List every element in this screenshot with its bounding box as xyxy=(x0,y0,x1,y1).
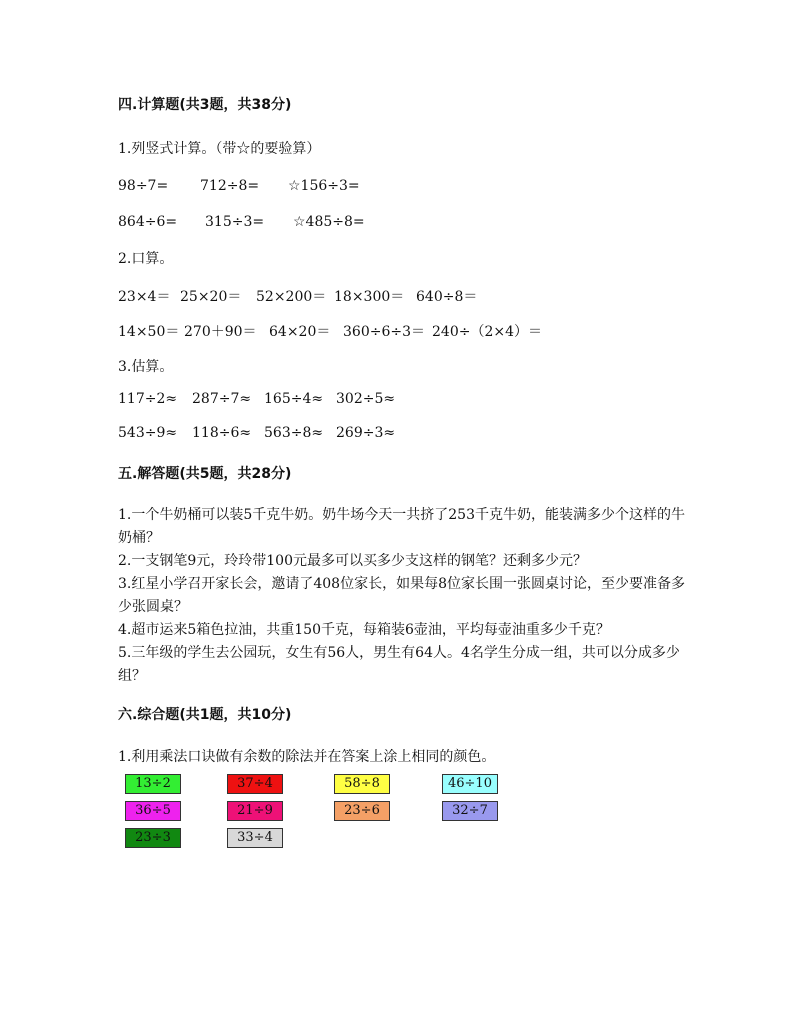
mental-calc-item: 64×20＝ xyxy=(269,324,331,340)
word-problem-4: 4.超市运来5箱色拉油，共重150千克，每箱装6壶油，平均每壶油重多少千克？ xyxy=(118,622,610,638)
estimate-item: 543÷9≈ xyxy=(118,425,178,441)
vertical-calc-item: 98÷7= xyxy=(118,178,169,194)
vertical-calc-item: ☆156÷3= xyxy=(288,178,360,194)
estimate-item: 302÷5≈ xyxy=(336,391,396,407)
mental-calc-item: 240÷（2×4）＝ xyxy=(432,324,542,340)
estimate-item: 118÷6≈ xyxy=(192,425,252,441)
mental-calc-item: 360÷6÷3＝ xyxy=(343,324,425,340)
vertical-calc-item: 712÷8= xyxy=(200,178,260,194)
q1-label: 1.列竖式计算。（带☆的要验算） xyxy=(118,141,321,157)
vertical-calc-item: ☆485÷8= xyxy=(293,214,365,230)
estimate-item: 117÷2≈ xyxy=(118,391,178,407)
division-tile[interactable]: 58÷8 xyxy=(334,774,390,794)
division-tile[interactable]: 23÷3 xyxy=(125,828,181,848)
coloring-question-label: 1.利用乘法口诀做有余数的除法并在答案上涂上相同的颜色。 xyxy=(118,749,496,765)
q2-label: 2.口算。 xyxy=(118,251,174,267)
estimate-item: 563÷8≈ xyxy=(264,425,324,441)
word-problem-2: 2.一支钢笔9元，玲玲带100元最多可以买多少支这样的钢笔？还剩多少元？ xyxy=(118,553,587,569)
division-tile[interactable]: 46÷10 xyxy=(442,774,498,794)
word-problem-3: 3.红星小学召开家长会，邀请了408位家长，如果每8位家长围一张圆桌讨论，至少要准备多少张圆桌？ xyxy=(118,576,685,615)
estimate-item: 165÷4≈ xyxy=(264,391,324,407)
mental-calc-item: 23×4＝ xyxy=(118,289,171,305)
division-tile[interactable]: 23÷6 xyxy=(334,801,390,821)
estimate-item: 269÷3≈ xyxy=(336,425,396,441)
estimate-item: 287÷7≈ xyxy=(192,391,252,407)
vertical-calc-item: 315÷3= xyxy=(205,214,265,230)
section-4-title: 四.计算题(共3题，共38分) xyxy=(118,97,292,113)
division-tile[interactable]: 21÷9 xyxy=(227,801,283,821)
word-problem-1: 1.一个牛奶桶可以装5千克牛奶。奶牛场今天一共挤了253千克牛奶，能装满多少个这样的牛奶桶？ xyxy=(118,507,685,546)
word-problem-5: 5.三年级的学生去公园玩，女生有56人，男生有64人。4名学生分成一组，共可以分成多少组？ xyxy=(118,645,680,684)
word-problems xyxy=(118,504,688,688)
q3-label: 3.估算。 xyxy=(118,359,174,375)
section-5-title: 五.解答题(共5题，共28分) xyxy=(118,466,292,482)
division-tile[interactable]: 33÷4 xyxy=(227,828,283,848)
mental-calc-item: 25×20＝ xyxy=(180,289,242,305)
mental-calc-item: 18×300＝ xyxy=(334,289,405,305)
division-tile[interactable]: 13÷2 xyxy=(125,774,181,794)
mental-calc-item: 640÷8＝ xyxy=(416,289,478,305)
section-6-title: 六.综合题(共1题，共10分) xyxy=(118,707,292,723)
vertical-calc-item: 864÷6= xyxy=(118,214,178,230)
mental-calc-item: 270＋90＝ xyxy=(184,324,257,340)
mental-calc-item: 14×50＝ xyxy=(118,324,180,340)
division-tile[interactable]: 37÷4 xyxy=(227,774,283,794)
division-tile[interactable]: 32÷7 xyxy=(442,801,498,821)
mental-calc-item: 52×200＝ xyxy=(256,289,327,305)
division-tile[interactable]: 36÷5 xyxy=(125,801,181,821)
